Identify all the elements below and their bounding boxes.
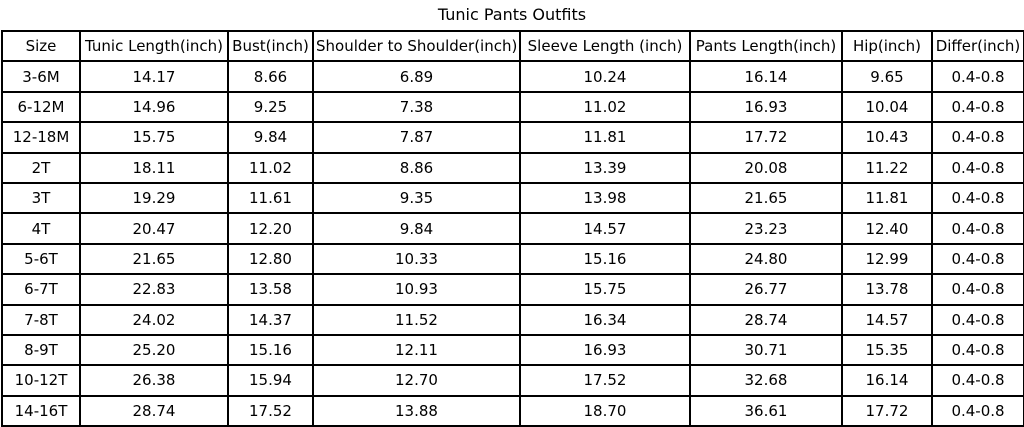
- cell-pants-length: 23.23: [690, 213, 842, 243]
- column-header-bust: Bust(inch): [228, 31, 313, 61]
- cell-shoulder: 10.33: [313, 244, 520, 274]
- cell-sleeve-length: 11.02: [520, 92, 690, 122]
- cell-bust: 12.20: [228, 213, 313, 243]
- cell-size: 14-16T: [2, 396, 80, 426]
- cell-bust: 15.94: [228, 365, 313, 395]
- table-row: [2, 153, 1024, 183]
- cell-size: 6-7T: [2, 274, 80, 304]
- cell-tunic-length: 28.74: [80, 396, 228, 426]
- column-header-tunic-length: Tunic Length(inch): [80, 31, 228, 61]
- cell-size: 5-6T: [2, 244, 80, 274]
- cell-bust: 17.52: [228, 396, 313, 426]
- table-header: [2, 31, 1024, 61]
- cell-shoulder: 13.88: [313, 396, 520, 426]
- column-header-shoulder-to-shoulder: Shoulder to Shoulder(inch): [313, 31, 520, 61]
- cell-tunic-length: 14.17: [80, 61, 228, 91]
- cell-differ: 0.4-0.8: [932, 365, 1024, 395]
- cell-bust: 15.16: [228, 335, 313, 365]
- cell-differ: 0.4-0.8: [932, 305, 1024, 335]
- table-row: [2, 213, 1024, 243]
- cell-tunic-length: 18.11: [80, 153, 228, 183]
- table-row: [2, 305, 1024, 335]
- cell-sleeve-length: 17.52: [520, 365, 690, 395]
- cell-pants-length: 30.71: [690, 335, 842, 365]
- page-title: Tunic Pants Outfits: [437, 5, 587, 24]
- table-row: [2, 92, 1024, 122]
- cell-sleeve-length: 16.93: [520, 335, 690, 365]
- cell-size: 12-18M: [2, 122, 80, 152]
- cell-pants-length: 36.61: [690, 396, 842, 426]
- cell-differ: 0.4-0.8: [932, 274, 1024, 304]
- cell-differ: 0.4-0.8: [932, 122, 1024, 152]
- cell-sleeve-length: 15.75: [520, 274, 690, 304]
- cell-pants-length: 17.72: [690, 122, 842, 152]
- cell-bust: 12.80: [228, 244, 313, 274]
- cell-sleeve-length: 18.70: [520, 396, 690, 426]
- cell-size: 7-8T: [2, 305, 80, 335]
- table-header-row: [2, 31, 1024, 61]
- cell-bust: 14.37: [228, 305, 313, 335]
- cell-size: 3-6M: [2, 61, 80, 91]
- table-row: [2, 122, 1024, 152]
- cell-size: 2T: [2, 153, 80, 183]
- cell-sleeve-length: 14.57: [520, 213, 690, 243]
- cell-shoulder: 7.38: [313, 92, 520, 122]
- cell-size: 6-12M: [2, 92, 80, 122]
- cell-sleeve-length: 10.24: [520, 61, 690, 91]
- cell-pants-length: 20.08: [690, 153, 842, 183]
- cell-pants-length: 16.93: [690, 92, 842, 122]
- cell-tunic-length: 19.29: [80, 183, 228, 213]
- cell-shoulder: 8.86: [313, 153, 520, 183]
- column-header-pants-length: Pants Length(inch): [690, 31, 842, 61]
- column-header-size: Size: [2, 31, 80, 61]
- cell-bust: 8.66: [228, 61, 313, 91]
- cell-hip: 10.43: [842, 122, 932, 152]
- cell-pants-length: 28.74: [690, 305, 842, 335]
- cell-hip: 12.99: [842, 244, 932, 274]
- cell-pants-length: 16.14: [690, 61, 842, 91]
- cell-differ: 0.4-0.8: [932, 396, 1024, 426]
- cell-differ: 0.4-0.8: [932, 335, 1024, 365]
- cell-sleeve-length: 13.98: [520, 183, 690, 213]
- cell-sleeve-length: 15.16: [520, 244, 690, 274]
- table-body: [2, 61, 1024, 426]
- cell-hip: 15.35: [842, 335, 932, 365]
- cell-size: 10-12T: [2, 365, 80, 395]
- cell-hip: 11.81: [842, 183, 932, 213]
- cell-differ: 0.4-0.8: [932, 244, 1024, 274]
- cell-sleeve-length: 11.81: [520, 122, 690, 152]
- cell-hip: 9.65: [842, 61, 932, 91]
- cell-tunic-length: 22.83: [80, 274, 228, 304]
- cell-shoulder: 9.35: [313, 183, 520, 213]
- cell-hip: 13.78: [842, 274, 932, 304]
- table-row: [2, 61, 1024, 91]
- cell-shoulder: 10.93: [313, 274, 520, 304]
- cell-hip: 11.22: [842, 153, 932, 183]
- table-row: [2, 335, 1024, 365]
- cell-pants-length: 32.68: [690, 365, 842, 395]
- cell-bust: 11.02: [228, 153, 313, 183]
- cell-tunic-length: 21.65: [80, 244, 228, 274]
- table-row: [2, 274, 1024, 304]
- cell-tunic-length: 25.20: [80, 335, 228, 365]
- cell-sleeve-length: 13.39: [520, 153, 690, 183]
- cell-sleeve-length: 16.34: [520, 305, 690, 335]
- cell-pants-length: 21.65: [690, 183, 842, 213]
- cell-tunic-length: 26.38: [80, 365, 228, 395]
- cell-shoulder: 9.84: [313, 213, 520, 243]
- cell-bust: 9.25: [228, 92, 313, 122]
- cell-differ: 0.4-0.8: [932, 61, 1024, 91]
- cell-size: 4T: [2, 213, 80, 243]
- cell-differ: 0.4-0.8: [932, 92, 1024, 122]
- cell-shoulder: 6.89: [313, 61, 520, 91]
- cell-tunic-length: 14.96: [80, 92, 228, 122]
- cell-tunic-length: 24.02: [80, 305, 228, 335]
- cell-differ: 0.4-0.8: [932, 213, 1024, 243]
- column-header-differ: Differ(inch): [932, 31, 1024, 61]
- cell-hip: 10.04: [842, 92, 932, 122]
- cell-pants-length: 26.77: [690, 274, 842, 304]
- cell-bust: 11.61: [228, 183, 313, 213]
- table-row: [2, 183, 1024, 213]
- cell-hip: 14.57: [842, 305, 932, 335]
- cell-bust: 13.58: [228, 274, 313, 304]
- column-header-hip: Hip(inch): [842, 31, 932, 61]
- size-chart-table: [1, 30, 1024, 427]
- table-row: [2, 365, 1024, 395]
- cell-shoulder: 7.87: [313, 122, 520, 152]
- cell-tunic-length: 20.47: [80, 213, 228, 243]
- table-row: [2, 244, 1024, 274]
- cell-shoulder: 11.52: [313, 305, 520, 335]
- cell-hip: 12.40: [842, 213, 932, 243]
- cell-tunic-length: 15.75: [80, 122, 228, 152]
- cell-differ: 0.4-0.8: [932, 183, 1024, 213]
- cell-size: 8-9T: [2, 335, 80, 365]
- cell-shoulder: 12.70: [313, 365, 520, 395]
- cell-shoulder: 12.11: [313, 335, 520, 365]
- cell-hip: 16.14: [842, 365, 932, 395]
- cell-hip: 17.72: [842, 396, 932, 426]
- column-header-sleeve-length: Sleeve Length (inch): [520, 31, 690, 61]
- cell-bust: 9.84: [228, 122, 313, 152]
- cell-size: 3T: [2, 183, 80, 213]
- cell-differ: 0.4-0.8: [932, 153, 1024, 183]
- cell-pants-length: 24.80: [690, 244, 842, 274]
